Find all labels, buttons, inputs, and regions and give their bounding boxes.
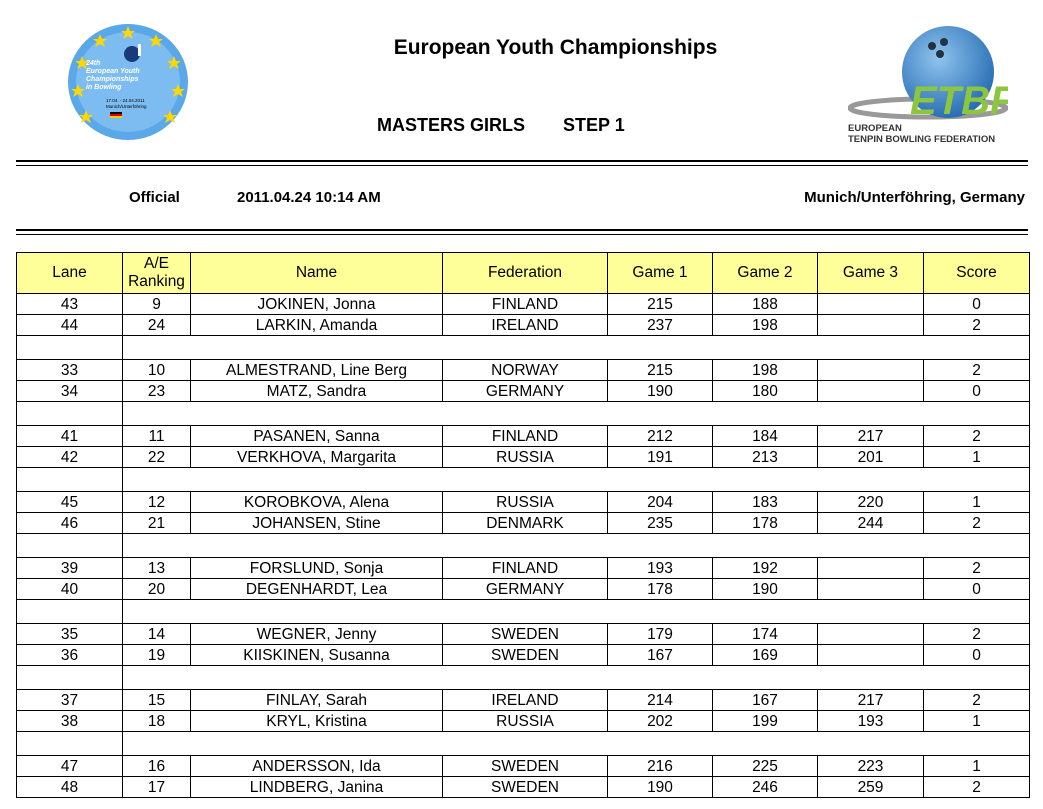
ranking-cell: 15 [123, 690, 191, 711]
game3-cell: 217 [818, 690, 924, 711]
game2-cell: 169 [713, 645, 818, 666]
game1-cell: 212 [608, 426, 713, 447]
spacer-cell [123, 732, 1030, 756]
pair-spacer-row [17, 666, 1030, 690]
results-table [16, 252, 1030, 798]
spacer-cell [123, 534, 1030, 558]
table-row [17, 426, 1030, 447]
name-cell: KIISKINEN, Susanna [191, 645, 443, 666]
name-cell: LINDBERG, Janina [191, 777, 443, 798]
etbf-mark: ETBF [910, 79, 1008, 123]
table-row [17, 360, 1030, 381]
game2-cell: 192 [713, 558, 818, 579]
name-cell: ANDERSSON, Ida [191, 756, 443, 777]
col-name: Name [191, 253, 443, 294]
game3-cell: 244 [818, 513, 924, 534]
game1-cell: 215 [608, 360, 713, 381]
game2-cell: 225 [713, 756, 818, 777]
game1-cell: 214 [608, 690, 713, 711]
federation-cell: GERMANY [443, 579, 608, 600]
score-cell: 2 [924, 426, 1030, 447]
federation-cell: FINLAND [443, 294, 608, 315]
score-cell: 0 [924, 381, 1030, 402]
col-score: Score [924, 253, 1030, 294]
name-cell: FORSLUND, Sonja [191, 558, 443, 579]
lane-cell: 39 [17, 558, 123, 579]
game1-cell: 216 [608, 756, 713, 777]
score-cell: 2 [924, 315, 1030, 336]
championship-logo-dates: 17.04. - 24.04.2011 Munich/Unterföhring [106, 98, 147, 109]
federation-cell: SWEDEN [443, 756, 608, 777]
game3-cell [818, 579, 924, 600]
table-row [17, 558, 1030, 579]
game3-cell [818, 624, 924, 645]
federation-cell: SWEDEN [443, 645, 608, 666]
table-row [17, 777, 1030, 798]
game2-cell: 190 [713, 579, 818, 600]
ranking-cell: 17 [123, 777, 191, 798]
status-label: Official [129, 189, 180, 206]
table-row [17, 624, 1030, 645]
game3-cell [818, 645, 924, 666]
lane-cell: 45 [17, 492, 123, 513]
lane-cell: 42 [17, 447, 123, 468]
lane-cell: 34 [17, 381, 123, 402]
game1-cell: 190 [608, 381, 713, 402]
header-divider [16, 160, 1028, 162]
game2-cell: 213 [713, 447, 818, 468]
score-cell: 1 [924, 711, 1030, 732]
lane-cell: 48 [17, 777, 123, 798]
lane-cell: 46 [17, 513, 123, 534]
ranking-cell: 9 [123, 294, 191, 315]
game2-cell: 180 [713, 381, 818, 402]
name-cell: KRYL, Kristina [191, 711, 443, 732]
spacer-cell [17, 732, 123, 756]
federation-cell: FINLAND [443, 426, 608, 447]
col-game1: Game 1 [608, 253, 713, 294]
score-cell: 2 [924, 777, 1030, 798]
name-cell: VERKHOVA, Margarita [191, 447, 443, 468]
score-cell: 2 [924, 624, 1030, 645]
table-row [17, 447, 1030, 468]
german-flag-icon [110, 112, 122, 118]
pair-spacer-row [17, 402, 1030, 426]
ranking-cell: 12 [123, 492, 191, 513]
col-game2: Game 2 [713, 253, 818, 294]
col-game3: Game 3 [818, 253, 924, 294]
ranking-cell: 19 [123, 645, 191, 666]
game1-cell: 190 [608, 777, 713, 798]
col-ranking: A/E Ranking [123, 253, 191, 294]
lane-cell: 36 [17, 645, 123, 666]
name-cell: JOKINEN, Jonna [191, 294, 443, 315]
federation-cell: IRELAND [443, 690, 608, 711]
name-cell: DEGENHARDT, Lea [191, 579, 443, 600]
pair-spacer-row [17, 468, 1030, 492]
federation-cell: RUSSIA [443, 711, 608, 732]
spacer-cell [123, 468, 1030, 492]
score-cell: 0 [924, 294, 1030, 315]
score-cell: 2 [924, 360, 1030, 381]
federation-cell: FINLAND [443, 558, 608, 579]
venue-location: Munich/Unterföhring, Germany [804, 189, 1025, 206]
game1-cell: 237 [608, 315, 713, 336]
score-cell: 1 [924, 447, 1030, 468]
game1-cell: 191 [608, 447, 713, 468]
spacer-cell [123, 666, 1030, 690]
name-cell: LARKIN, Amanda [191, 315, 443, 336]
etbf-caption: EUROPEAN TENPIN BOWLING FEDERATION [848, 123, 996, 145]
game2-cell: 183 [713, 492, 818, 513]
spacer-cell [17, 666, 123, 690]
federation-cell: SWEDEN [443, 624, 608, 645]
game3-cell [818, 360, 924, 381]
score-cell: 2 [924, 558, 1030, 579]
table-row [17, 294, 1030, 315]
spacer-cell [123, 402, 1030, 426]
game2-cell: 188 [713, 294, 818, 315]
ranking-cell: 13 [123, 558, 191, 579]
col-lane: Lane [17, 253, 123, 294]
game2-cell: 246 [713, 777, 818, 798]
game2-cell: 199 [713, 711, 818, 732]
ranking-cell: 16 [123, 756, 191, 777]
table-row [17, 315, 1030, 336]
game1-cell: 202 [608, 711, 713, 732]
ranking-cell: 22 [123, 447, 191, 468]
pair-spacer-row [17, 600, 1030, 624]
table-row [17, 756, 1030, 777]
spacer-cell [17, 336, 123, 360]
game1-cell: 193 [608, 558, 713, 579]
federation-cell: SWEDEN [443, 777, 608, 798]
federation-cell: RUSSIA [443, 492, 608, 513]
lane-cell: 35 [17, 624, 123, 645]
game3-cell: 259 [818, 777, 924, 798]
pair-spacer-row [17, 336, 1030, 360]
game1-cell: 204 [608, 492, 713, 513]
game3-cell: 220 [818, 492, 924, 513]
spacer-cell [17, 468, 123, 492]
table-row [17, 690, 1030, 711]
score-cell: 1 [924, 492, 1030, 513]
game1-cell: 235 [608, 513, 713, 534]
table-header-row [17, 253, 1030, 294]
game1-cell: 167 [608, 645, 713, 666]
federation-cell: IRELAND [443, 315, 608, 336]
name-cell: FINLAY, Sarah [191, 690, 443, 711]
table-row [17, 579, 1030, 600]
spacer-cell [123, 336, 1030, 360]
game3-cell: 201 [818, 447, 924, 468]
game2-cell: 174 [713, 624, 818, 645]
lane-cell: 38 [17, 711, 123, 732]
name-cell: PASANEN, Sanna [191, 426, 443, 447]
header-divider-thin [16, 165, 1028, 166]
lane-cell: 33 [17, 360, 123, 381]
event-step: STEP 1 [563, 115, 625, 135]
game2-cell: 167 [713, 690, 818, 711]
name-cell: MATZ, Sandra [191, 381, 443, 402]
federation-cell: NORWAY [443, 360, 608, 381]
info-divider-thin [16, 234, 1028, 235]
spacer-cell [17, 402, 123, 426]
col-federation: Federation [443, 253, 608, 294]
score-cell: 2 [924, 690, 1030, 711]
results-body [17, 294, 1030, 798]
federation-cell: DENMARK [443, 513, 608, 534]
game3-cell [818, 315, 924, 336]
spacer-cell [17, 600, 123, 624]
name-cell: ALMESTRAND, Line Berg [191, 360, 443, 381]
table-row [17, 711, 1030, 732]
lane-cell: 47 [17, 756, 123, 777]
ranking-cell: 21 [123, 513, 191, 534]
game3-cell [818, 381, 924, 402]
lane-cell: 37 [17, 690, 123, 711]
federation-cell: RUSSIA [443, 447, 608, 468]
game3-cell [818, 294, 924, 315]
game3-cell: 193 [818, 711, 924, 732]
ranking-cell: 10 [123, 360, 191, 381]
page-title: European Youth Championships [393, 36, 718, 59]
game2-cell: 198 [713, 315, 818, 336]
spacer-cell [123, 600, 1030, 624]
game2-cell: 178 [713, 513, 818, 534]
score-cell: 0 [924, 645, 1030, 666]
score-cell: 1 [924, 756, 1030, 777]
game3-cell [818, 558, 924, 579]
name-cell: WEGNER, Jenny [191, 624, 443, 645]
name-cell: JOHANSEN, Stine [191, 513, 443, 534]
spacer-cell [17, 534, 123, 558]
game3-cell: 217 [818, 426, 924, 447]
score-cell: 0 [924, 579, 1030, 600]
game3-cell: 223 [818, 756, 924, 777]
pair-spacer-row [17, 534, 1030, 558]
game1-cell: 179 [608, 624, 713, 645]
ranking-cell: 24 [123, 315, 191, 336]
ranking-cell: 23 [123, 381, 191, 402]
ranking-cell: 18 [123, 711, 191, 732]
table-row [17, 492, 1030, 513]
lane-cell: 43 [17, 294, 123, 315]
game1-cell: 215 [608, 294, 713, 315]
name-cell: KOROBKOVA, Alena [191, 492, 443, 513]
federation-cell: GERMANY [443, 381, 608, 402]
lane-cell: 40 [17, 579, 123, 600]
championship-logo-text: 24th European Youth Championships in Bowling [86, 60, 140, 91]
info-divider [16, 229, 1028, 231]
lane-cell: 44 [17, 315, 123, 336]
event-name: MASTERS GIRLS [377, 115, 526, 135]
ranking-cell: 14 [123, 624, 191, 645]
table-row [17, 513, 1030, 534]
game2-cell: 184 [713, 426, 818, 447]
ranking-cell: 20 [123, 579, 191, 600]
table-row [17, 645, 1030, 666]
report-datetime: 2011.04.24 10:14 AM [237, 189, 381, 206]
game1-cell: 178 [608, 579, 713, 600]
table-row [17, 381, 1030, 402]
ranking-cell: 11 [123, 426, 191, 447]
score-cell: 2 [924, 513, 1030, 534]
pair-spacer-row [17, 732, 1030, 756]
game2-cell: 198 [713, 360, 818, 381]
lane-cell: 41 [17, 426, 123, 447]
